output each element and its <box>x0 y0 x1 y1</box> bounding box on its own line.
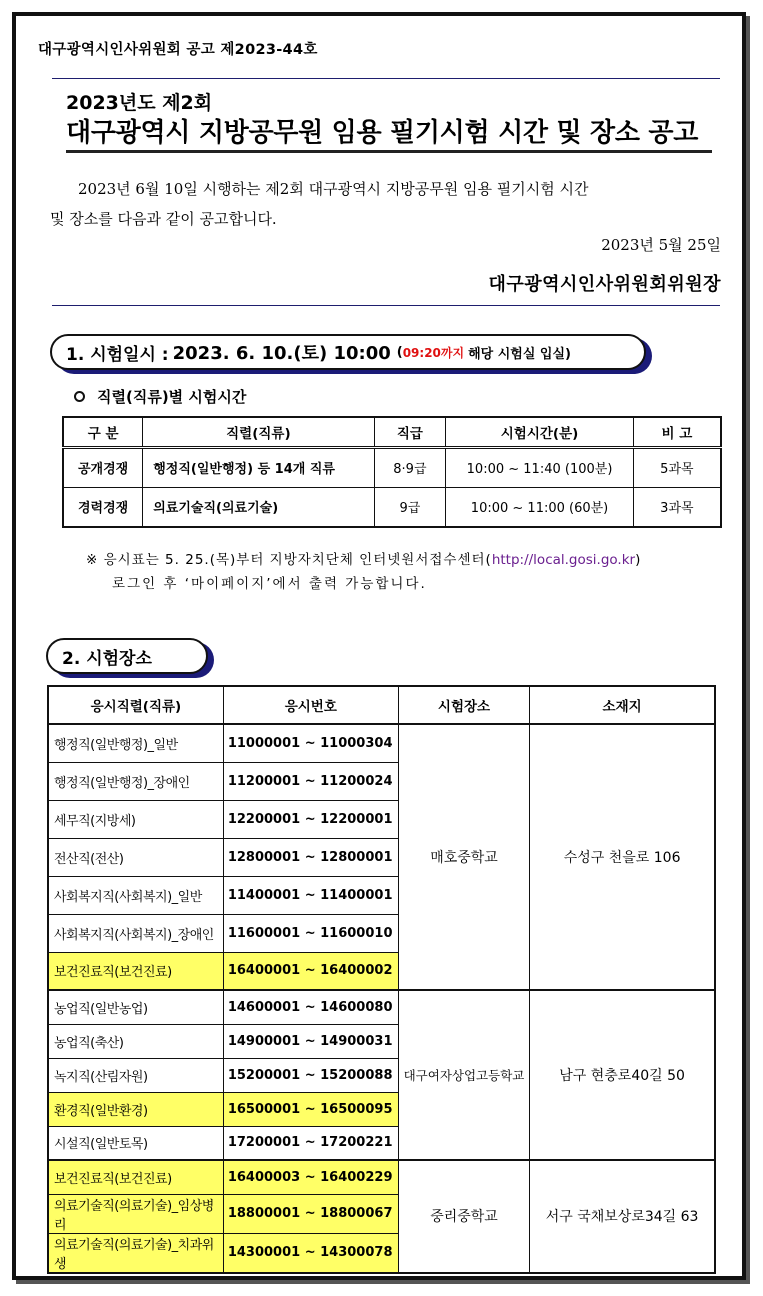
entry-time: 09:20까지 <box>402 345 465 360</box>
row-job: 행정직(일반행정)_일반 <box>48 724 223 762</box>
intro-paragraph <box>50 174 726 234</box>
top-rule <box>52 78 720 79</box>
exam-address: 남구 현충로40길 50 <box>530 990 715 1160</box>
row-number-range: 11400001 ~ 11400001 <box>223 876 398 914</box>
row-number-range: 14600001 ~ 14600080 <box>223 990 398 1024</box>
row-job: 행정직(일반행정) 등 14개 직류 <box>143 447 374 487</box>
row-category: 경력경쟁 <box>63 487 143 527</box>
header-time: 시험시간(분) <box>446 417 633 447</box>
publication-date: 2023년 5월 25일 <box>601 236 721 254</box>
row-job: 녹지직(산림자원) <box>48 1058 223 1092</box>
exam-place-table <box>47 685 716 1274</box>
title-underline <box>66 150 712 153</box>
table-header-row <box>48 686 715 724</box>
row-job: 의료기술직(의료기술)_임상병리 <box>48 1194 223 1233</box>
header-place: 시험장소 <box>398 686 529 724</box>
gosi-link[interactable]: http://local.gosi.go.kr <box>491 552 636 568</box>
row-note: 5과목 <box>633 447 721 487</box>
notice-number: 대구광역시인사위원회 공고 제2023-44호 <box>38 42 318 58</box>
exam-address: 서구 국채보상로34길 63 <box>530 1160 715 1273</box>
table-row <box>63 487 721 527</box>
intro-line-1: 2023년 6월 10일 시행하는 제2회 대구광역시 지방공무원 임용 필기시험 시간 <box>78 180 589 198</box>
row-number-range: 16400001 ~ 16400002 <box>223 952 398 990</box>
entry-paren: ( <box>396 344 403 360</box>
header-category: 구 분 <box>63 417 143 447</box>
row-job: 의료기술직(의료기술) <box>143 487 374 527</box>
row-number-range: 11200001 ~ 11200024 <box>223 762 398 800</box>
note-suffix: ) <box>635 552 642 568</box>
header-note: 비 고 <box>633 417 721 447</box>
row-category: 공개경쟁 <box>63 447 143 487</box>
row-job: 시설직(일반토목) <box>48 1126 223 1160</box>
note-line-2: 로그인 후 ‘마이페이지’에서 출력 가능합니다. <box>112 576 427 592</box>
exam-datetime: 2023. 6. 10.(토) 10:00 <box>172 343 391 364</box>
row-number-range: 12800001 ~ 12800001 <box>223 838 398 876</box>
section2-label: 2. 시험장소 <box>62 648 152 669</box>
row-number-range: 18800001 ~ 18800067 <box>223 1194 398 1233</box>
row-number-range: 16400003 ~ 16400229 <box>223 1160 398 1194</box>
document-subtitle: 2023년도 제2회 <box>66 92 213 114</box>
row-job: 의료기술직(의료기술)_치과위생 <box>48 1233 223 1273</box>
row-job: 보건진료직(보건진료) <box>48 952 223 990</box>
row-job: 행정직(일반행정)_장애인 <box>48 762 223 800</box>
table-row <box>48 1160 715 1194</box>
header-address: 소재지 <box>530 686 715 724</box>
document-title: 대구광역시 지방공무원 임용 필기시험 시간 및 장소 공고 <box>66 118 699 148</box>
ticket-note <box>86 548 641 596</box>
row-number-range: 14900001 ~ 14900031 <box>223 1024 398 1058</box>
bullet-text: 직렬(직류)별 시험시간 <box>97 388 247 406</box>
exam-place: 대구여자상업고등학교 <box>398 990 529 1160</box>
exam-place: 매호중학교 <box>398 724 529 990</box>
row-grade: 8·9급 <box>374 447 446 487</box>
row-number-range: 17200001 ~ 17200221 <box>223 1126 398 1160</box>
header-job: 직렬(직류) <box>143 417 374 447</box>
table-row <box>48 990 715 1024</box>
row-note: 3과목 <box>633 487 721 527</box>
header-number: 응시번호 <box>223 686 398 724</box>
exam-time-bullet <box>74 386 246 407</box>
intro-line-2: 및 장소를 다음과 같이 공고합니다. <box>50 210 277 228</box>
row-number-range: 16500001 ~ 16500095 <box>223 1092 398 1126</box>
row-job: 세무직(지방세) <box>48 800 223 838</box>
row-job: 전산직(전산) <box>48 838 223 876</box>
row-number-range: 11600001 ~ 11600010 <box>223 914 398 952</box>
note-prefix: ※ 응시표는 5. 25.(목)부터 지방자치단체 인터넷원서접수센터( <box>86 552 492 568</box>
row-job: 환경직(일반환경) <box>48 1092 223 1126</box>
signer-title: 대구광역시인사위원회위원장 <box>488 274 721 295</box>
table-row <box>48 724 715 762</box>
section2-heading <box>46 638 208 674</box>
row-time: 10:00 ~ 11:00 (60분) <box>446 487 633 527</box>
row-number-range: 12200001 ~ 12200001 <box>223 800 398 838</box>
exam-place: 중리중학교 <box>398 1160 529 1273</box>
row-job: 농업직(축산) <box>48 1024 223 1058</box>
row-number-range: 15200001 ~ 15200088 <box>223 1058 398 1092</box>
header-grade: 직급 <box>374 417 446 447</box>
header-bottom-rule <box>52 305 720 306</box>
row-job: 사회복지직(사회복지)_장애인 <box>48 914 223 952</box>
row-number-range: 11000001 ~ 11000304 <box>223 724 398 762</box>
section1-heading <box>50 334 646 370</box>
row-job: 사회복지직(사회복지)_일반 <box>48 876 223 914</box>
row-job: 농업직(일반농업) <box>48 990 223 1024</box>
section1-label: 1. 시험일시 : <box>66 344 169 365</box>
row-time: 10:00 ~ 11:40 (100분) <box>446 447 633 487</box>
row-number-range: 14300001 ~ 14300078 <box>223 1233 398 1273</box>
table-row <box>63 447 721 487</box>
exam-time-table <box>62 416 722 528</box>
circle-bullet-icon <box>74 391 85 402</box>
header-job: 응시직렬(직류) <box>48 686 223 724</box>
entry-text: 해당 시험실 입실) <box>468 346 571 362</box>
table-header-row <box>63 417 721 447</box>
row-grade: 9급 <box>374 487 446 527</box>
exam-address: 수성구 천을로 106 <box>530 724 715 990</box>
row-job: 보건진료직(보건진료) <box>48 1160 223 1194</box>
